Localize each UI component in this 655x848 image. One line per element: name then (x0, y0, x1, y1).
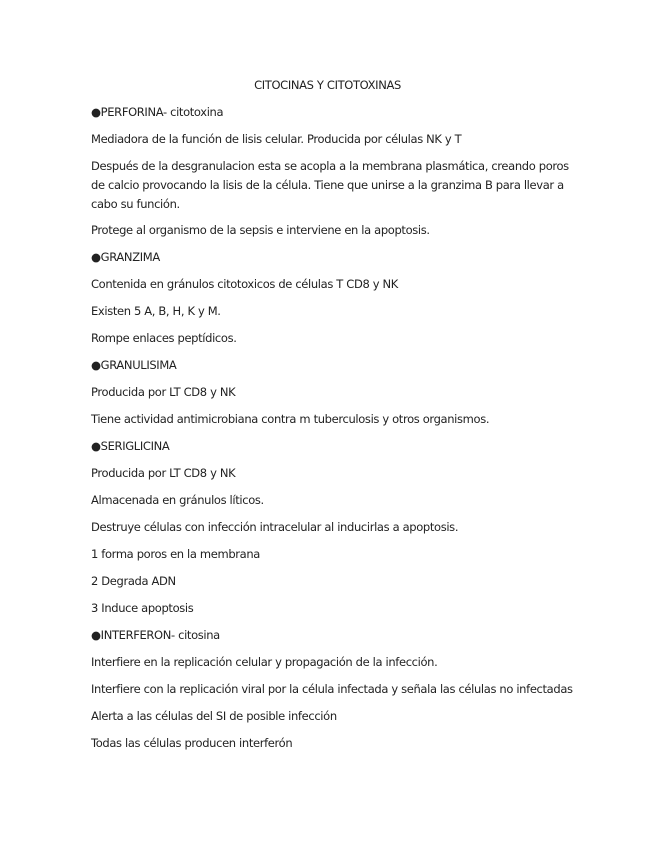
list-item: 3 Induce apoptosis (91, 601, 194, 615)
list-item: 2 Degrada ADN (91, 574, 176, 588)
paragraph-line: Interfiere con la replicación viral por la célula infectada y señala las células no infectadas (91, 682, 573, 696)
paragraph-line: Mediadora de la función de lisis celular. Producida por células NK y T (91, 132, 462, 146)
paragraph-line: Existen 5 A, B, H, K y M. (91, 304, 221, 318)
document-title: CITOCINAS Y CITOTOXINAS (254, 78, 401, 92)
paragraph-line: de calcio provocando la lisis de la célula. Tiene que unirse a la granzima B para llevar a (91, 178, 564, 192)
paragraph-line: Producida por LT CD8 y NK (91, 466, 236, 480)
heading-perforina: ●PERFORINA- citotoxina (91, 105, 224, 119)
paragraph-line: cabo su función. (91, 197, 180, 211)
paragraph-line: Destruye células con infección intracelular al inducirlas a apoptosis. (91, 520, 459, 534)
heading-granzima: ●GRANZIMA (91, 250, 160, 264)
paragraph-line: Todas las células producen interferón (91, 736, 293, 750)
heading-interferon: ●INTERFERON- citosina (91, 628, 220, 642)
paragraph-line: Protege al organismo de la sepsis e interviene en la apoptosis. (91, 223, 430, 237)
heading-seriglicina: ●SERIGLICINA (91, 439, 170, 453)
heading-granulisima: ●GRANULISIMA (91, 358, 177, 372)
list-item: 1 forma poros en la membrana (91, 547, 260, 561)
paragraph-line: Rompe enlaces peptídicos. (91, 331, 237, 345)
paragraph-line: Alerta a las células del SI de posible infección (91, 709, 337, 723)
paragraph-line: Interfiere en la replicación celular y propagación de la infección. (91, 655, 438, 669)
paragraph-line: Almacenada en gránulos líticos. (91, 493, 264, 507)
paragraph-line: Tiene actividad antimicrobiana contra m tuberculosis y otros organismos. (91, 412, 490, 426)
paragraph-line: Producida por LT CD8 y NK (91, 385, 236, 399)
paragraph-line: Contenida en gránulos citotoxicos de células T CD8 y NK (91, 277, 398, 291)
paragraph-line: Después de la desgranulacion esta se acopla a la membrana plasmática, creando poros (91, 159, 569, 173)
